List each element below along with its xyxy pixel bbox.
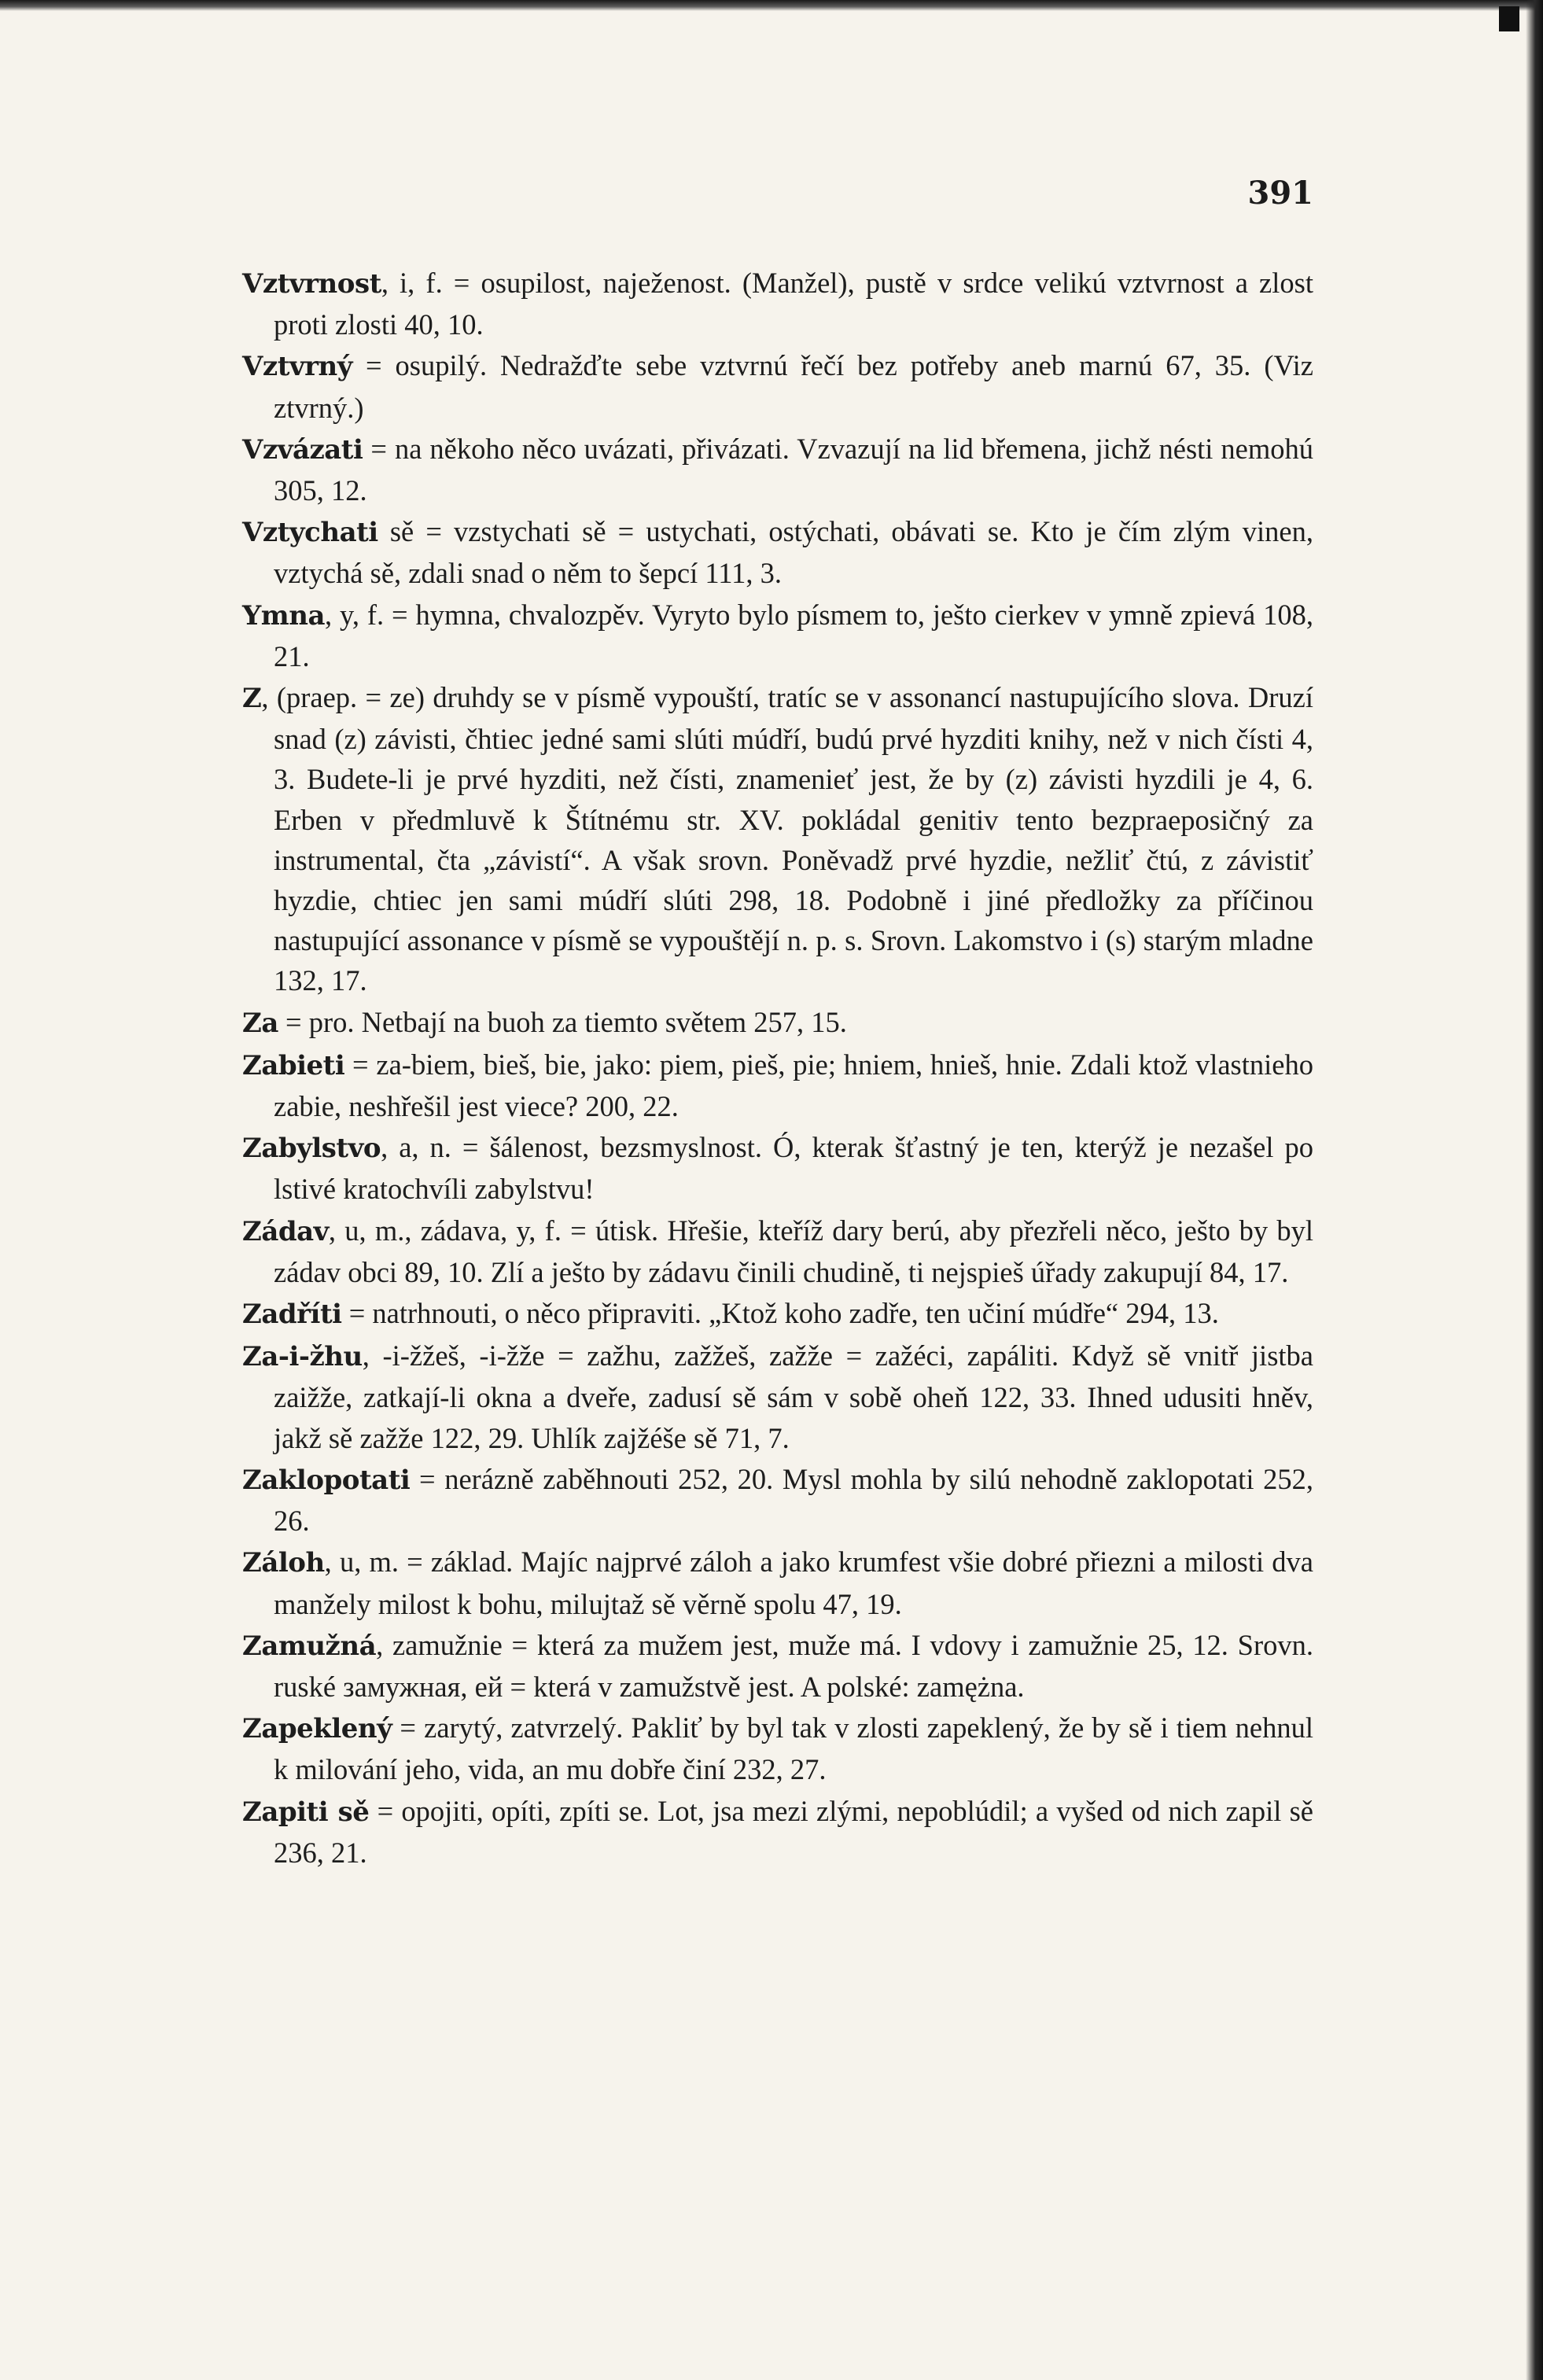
glossary-entry bbox=[242, 1708, 1313, 1789]
glossary-entry bbox=[242, 1127, 1313, 1209]
glossary-entry bbox=[242, 345, 1313, 427]
scan-top-edge bbox=[0, 0, 1543, 11]
entry-headword: Za bbox=[242, 1007, 278, 1039]
entry-headword: Zadříti bbox=[242, 1299, 342, 1331]
entry-definition: = osupilý. Nedražďte sebe vztvrnú řečí bez potřeby aneb marnú 67, 35. (Viz ztvrný.) bbox=[274, 349, 1313, 424]
entry-headword: Za-i-žhu bbox=[242, 1341, 363, 1373]
entry-headword: Vzvázati bbox=[242, 433, 363, 466]
entry-definition: , (praep. = ze) druhdy se v písmě vypouští, tratíc se v assonancí nastupujícího slova. Druzí snad (z) závisti, čhtiec jedné sami slúti múdří, budú prvé hyzditi knihy, než v nich čísti 4, 3. Budete-li je prvé hyzditi, než čísti, znamenieť jest, že by (z) závisti hyzdili je 4, 6. Erben v předmluvě k Štítnému str. XV. pokládal genitiv tento bezpraeposičný za instrumental, čta „závistí“. A však srovn. Poněvadž prvé hyzdie, nežliť čtú, z závistiť hyzdie, chtiec jen sami múdří slúti 298, 18. Podobně i jiné předložky za příčinou nastupující assonance v písmě se vypouštějí n. p. s. Srovn. Lakomstvo i (s) starým mladne 132, 17. bbox=[261, 681, 1313, 997]
entry-definition: = zarytý, zatvrzelý. Pakliť by byl tak v zlosti zapeklený, že by sě i tiem nehnul k milování jeho, vida, an mu dobře činí 232, 27. bbox=[274, 1711, 1313, 1786]
glossary-entries bbox=[242, 263, 1313, 1873]
glossary-entry bbox=[242, 1459, 1313, 1541]
glossary-entry bbox=[242, 677, 1313, 1001]
glossary-entry bbox=[242, 1210, 1313, 1292]
entry-definition: = natrhnouti, o něco připraviti. „Ktož koho zadře, ten učiní múdře“ 294, 13. bbox=[341, 1297, 1219, 1330]
entry-definition: = pro. Netbají na buoh za tiemto světem 257, 15. bbox=[278, 1005, 847, 1038]
entry-headword: Zapiti sě bbox=[242, 1796, 370, 1828]
entry-headword: Vztvrný bbox=[242, 351, 353, 383]
entry-headword: Z bbox=[242, 683, 262, 715]
glossary-entry bbox=[242, 511, 1313, 593]
glossary-entry bbox=[242, 263, 1313, 344]
entry-definition: = nerázně zaběhnouti 252, 20. Mysl mohla by silú nehodně zaklopotati 252, 26. bbox=[274, 1462, 1313, 1538]
entry-headword: Vztvrnost bbox=[242, 268, 381, 300]
entry-definition: , u, m. = základ. Majíc najprvé záloh a jako krumfest všie dobré přiezni a milosti dva manžely milost k bohu, milujtaž sě věrně spolu 47, 19. bbox=[274, 1546, 1313, 1620]
glossary-entry bbox=[242, 595, 1313, 676]
entry-headword: Záloh bbox=[242, 1547, 325, 1579]
entry-headword: Vztychati bbox=[242, 517, 378, 549]
glossary-entry bbox=[242, 1542, 1313, 1623]
entry-definition: , u, m., zádava, y, f. = útisk. Hřešie, kteříž dary berú, aby přezřeli něco, ješto by byl zádav obci 89, 10. Zlí a ješto by zádavu činili chudině, ti nejspieš úřady zakupují 84, 17. bbox=[274, 1214, 1313, 1288]
entry-headword: Zádav bbox=[242, 1215, 329, 1247]
scan-corner-mark bbox=[1499, 6, 1519, 31]
entry-definition: , -i-žžeš, -i-žže = zažhu, zažžeš, zažže = zažéci, zapáliti. Když sě vnitř jistba zaižže, zatkají-li okna a dveře, zadusí sě sám v sobě oheň 122, 33. Ihned udusiti hněv, jakž sě zažže 122, 29. Uhlík zajžéše sě 71, 7. bbox=[274, 1339, 1313, 1454]
scan-right-edge bbox=[1526, 0, 1543, 2380]
entry-definition: , zamužnie = která za mužem jest, muže má. I vdovy i zamužnie 25, 12. Srovn. ruské замужная, ей = která v zamužstvě jest. A polské: zamężna. bbox=[274, 1628, 1313, 1703]
entry-definition: = opojiti, opíti, zpíti se. Lot, jsa mezi zlými, nepoblúdil; a vyšed od nich zapil sě 236, 21. bbox=[274, 1794, 1313, 1869]
glossary-entry bbox=[242, 1044, 1313, 1126]
entry-definition: , i, f. = osupilost, naježenost. (Manžel), pustě v srdce velikú vztvrnost a zlost proti zlosti 40, 10. bbox=[274, 267, 1313, 341]
entry-definition: sě = vzstychati sě = ustychati, ostýchati, obávati se. Kto je čím zlým vinen, vztychá sě, zdali snad o něm to šepcí 111, 3. bbox=[274, 515, 1313, 590]
glossary-entry bbox=[242, 1336, 1313, 1458]
glossary-entry bbox=[242, 1625, 1313, 1707]
entry-headword: Zapeklený bbox=[242, 1713, 392, 1745]
entry-definition: = na někoho něco uvázati, přivázati. Vzvazují na lid břemena, jichž nésti nemohú 305, 12. bbox=[274, 432, 1313, 507]
entry-headword: Zabieti bbox=[242, 1049, 345, 1081]
entry-definition: = za-biem, bieš, bie, jako: piem, pieš, pie; hniem, hnieš, hnie. Zdali ktož vlastnieho zabie, neshřešil jest viece? 200, 22. bbox=[274, 1048, 1313, 1123]
glossary-entry bbox=[242, 1293, 1313, 1335]
entry-headword: Zaklopotati bbox=[242, 1464, 411, 1496]
page-number: 391 bbox=[1247, 175, 1313, 212]
entry-headword: Zabylstvo bbox=[242, 1133, 381, 1165]
entry-headword: Ymna bbox=[242, 599, 325, 632]
glossary-entry bbox=[242, 1791, 1313, 1873]
glossary-entry bbox=[242, 1002, 1313, 1044]
glossary-entry bbox=[242, 429, 1313, 510]
entry-definition: , a, n. = šálenost, bezsmyslnost. Ó, kterak šťastný je ten, kterýž je nezašel po lstivé kratochvíli zabylstvu! bbox=[274, 1131, 1313, 1206]
entry-headword: Zamužná bbox=[242, 1630, 377, 1662]
entry-definition: , y, f. = hymna, chvalozpěv. Vyryto bylo písmem to, ješto cierkev v ymně zpievá 108, 21. bbox=[274, 598, 1313, 672]
